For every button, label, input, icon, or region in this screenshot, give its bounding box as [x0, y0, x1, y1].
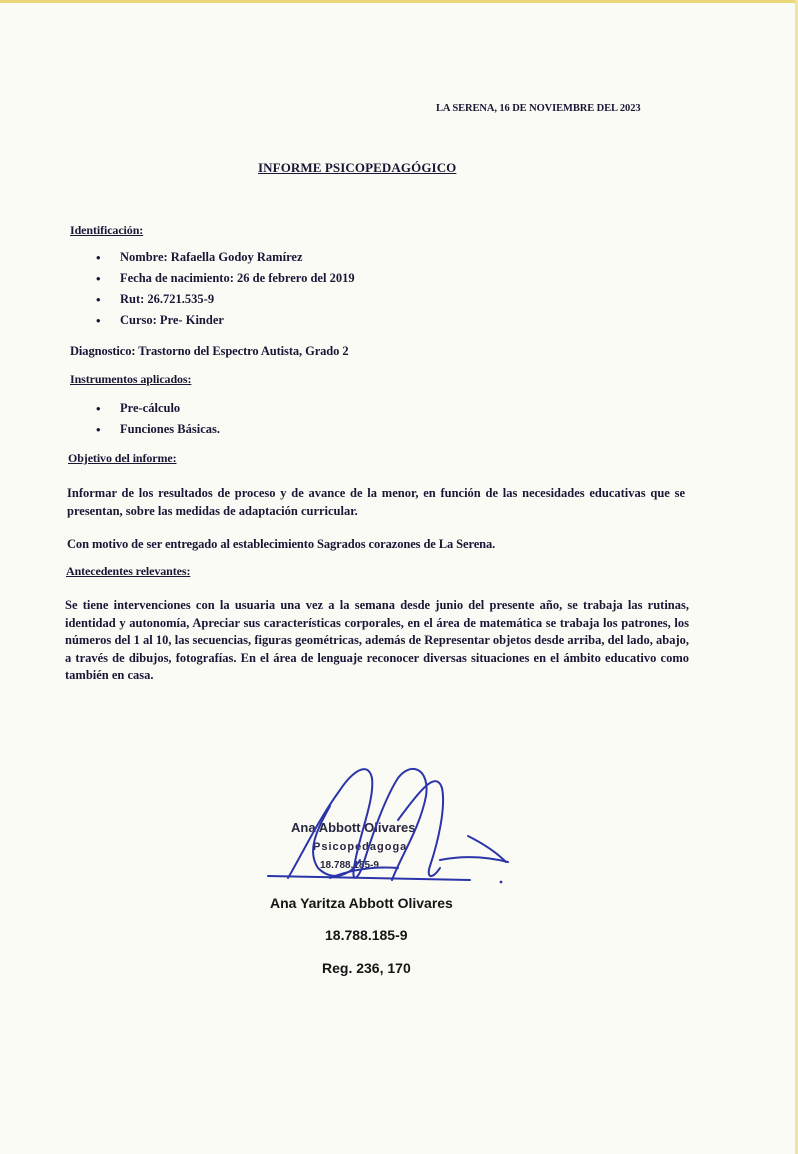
report-date: LA SERENA, 16 DE NOVIEMBRE DEL 2023: [436, 103, 641, 114]
diagnosis-line: Diagnostico: Trastorno del Espectro Autista, Grado 2: [70, 344, 349, 358]
stamp-name: Ana Abbott Olivares: [291, 820, 416, 835]
instruments-heading: Instrumentos aplicados:: [70, 372, 192, 386]
stamp-title: Psicopedagoga: [313, 841, 408, 853]
list-item: • Pre-cálculo: [96, 398, 220, 419]
signer-name: Ana Yaritza Abbott Olivares: [270, 895, 453, 911]
list-item: • Curso: Pre- Kinder: [96, 310, 355, 331]
delivery-paragraph: Con motivo de ser entregado al establecimiento Sagrados corazones de La Serena.: [67, 537, 496, 551]
list-item: • Nombre: Rafaella Godoy Ramírez: [96, 247, 355, 268]
list-item: • Funciones Básicas.: [96, 419, 220, 440]
objective-heading: Objetivo del informe:: [68, 451, 177, 465]
stamp-id: 18.788.185-9: [320, 860, 379, 871]
background-paragraph: Se tiene intervenciones con la usuaria una vez a la semana desde junio del presente año, se trabaja las rutinas, identidad y autonomía, Apreciar sus características corporales, en el área de matemática se trabaja los patrones, los números del 1 al 10, las secuencias, figuras geométricas, además de Representar objetos desde arriba, del lado, abajo, a través de dibujos, fotografías. En el área de lenguaje reconocer diversas situaciones en el ámbito educativo como también en casa.: [65, 598, 689, 682]
identification-heading: Identificación:: [70, 223, 144, 237]
signer-id: 18.788.185-9: [325, 927, 408, 943]
list-item: • Rut: 26.721.535-9: [96, 289, 355, 310]
list-item: • Fecha de nacimiento: 26 de febrero del 2019: [96, 268, 355, 289]
objective-paragraph: Informar de los resultados de proceso y de avance de la menor, en función de las necesidades educativas que se presentan, sobre las medidas de adaptación curricular.: [67, 486, 685, 518]
background-heading: Antecedentes relevantes:: [66, 564, 191, 578]
identification-list: [96, 247, 355, 331]
report-title: INFORME PSICOPEDAGÓGICO: [258, 160, 457, 175]
signer-registration: Reg. 236, 170: [322, 960, 411, 976]
instruments-list: [96, 398, 220, 440]
